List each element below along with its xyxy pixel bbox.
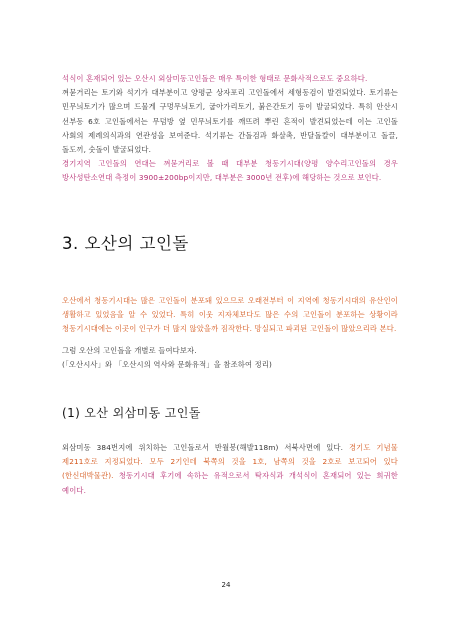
subsection-part-3: 청동기시대 후기에 속하는 유적으로서 탁자식과 개석식이 혼재되어 있는 희귀한 예이다. (62, 471, 398, 495)
intro-line-2: 껴묻거리는 토기와 석기가 대부분이고 양평군 상자포리 고인돌에서 세형동검이 발견되었다. 토기류는 민무늬토기가 많으며 드물게 구멍무늬토기, 굽아가리토기, 붉은간토기 등이 발굴되었다. 특히 안산시 선부동 6호 고인돌에서는 무덤방 옆 민무늬토기를 깨뜨려 뿌린 흔적이 발견되었는데 이는 고인돌 사회의 제례의식과의 연관성을 보여준다. 석기류는 간돌검과 화살촉, 반달돌칼이 대부분이고 돌끌, 돌도끼, 숫돌이 발굴되었다. (62, 88, 398, 155)
intro-line-3: 경기지역 고인돌의 연대는 껴묻거리로 볼 때 대부분 청동기시대(양평 양수리고인돌의 경우 방사성탄소연대 측정이 3900±200bp이지만, 대부분은 3000년 전후)에 해당하는 것으로 보인다. (62, 159, 398, 183)
page-number: 24 (221, 581, 231, 589)
subsection-heading: (1) 오산 외삼미동 고인돌 (62, 406, 201, 420)
intro-line-1: 석식이 혼재되어 있는 오산시 외삼미동고인돌은 매우 특이한 형태로 문화사적으로도 중요하다. (62, 74, 368, 83)
section-line-1: 오산에서 청동기시대는 많은 고인돌이 분포돼 있으므로 오래전부터 이 지역에 청동기시대의 유산인이 생활하고 있었음을 알 수 있었다. 특히 이웃 지자체보다도 많은 수의 고인돌이 분포하는 상황이라 청동기시대에는 이곳이 인구가 더 많지 않았을까 짐작한다. 망실되고 파괴된 고인돌이 많았으리라 본다. (62, 296, 398, 334)
subsection-part-1: 외삼미동 384번지에 위치하는 고인돌로서 반월봉(해발118m) 서북사면에 있다. (62, 443, 349, 452)
subsection-part-2: 경기도 기념물 제211호로 지정되었다. 모두 2기인데 북쪽의 것을 1호, 남쪽의 것을 2호로 보고되어 있다(한신대박물관). (62, 443, 398, 481)
section-line-3: (「오산시사」와 「오산시의 역사와 문화유적」을 참조하여 정리) (62, 359, 273, 369)
section-heading: 3. 오산의 고인돌 (62, 234, 189, 253)
section-paragraph (62, 294, 398, 372)
section-line-2: 그럼 오산의 고인돌을 개별로 들여다보자. (62, 345, 197, 355)
subsection-paragraph (62, 441, 398, 498)
intro-paragraph (62, 72, 398, 186)
